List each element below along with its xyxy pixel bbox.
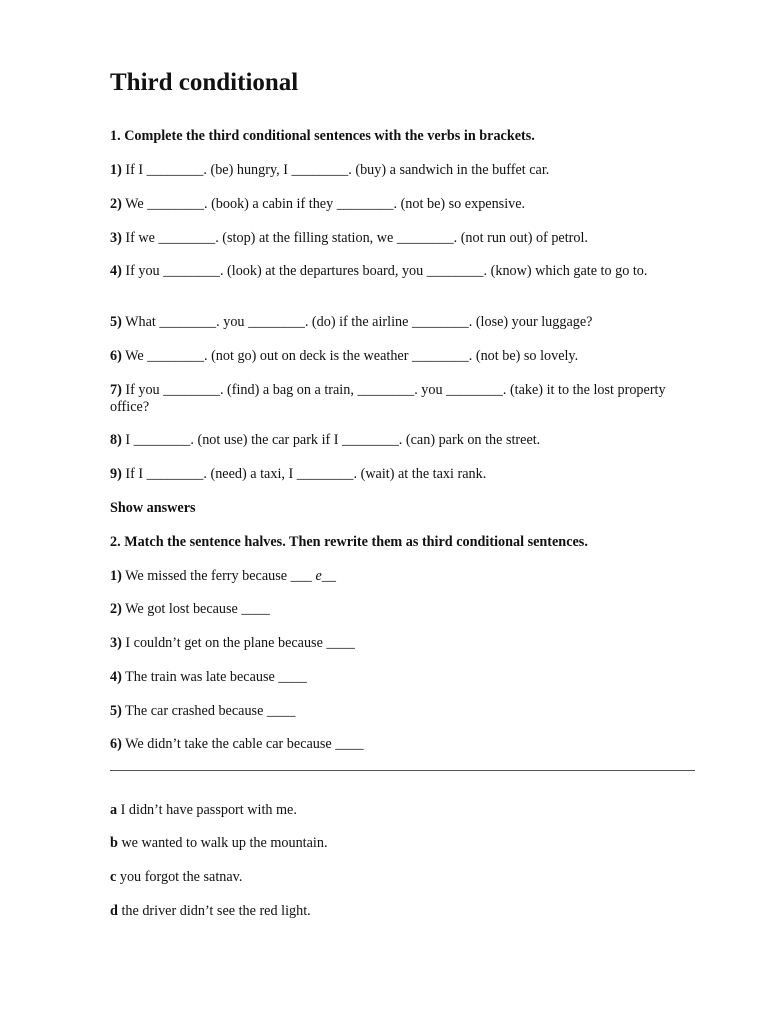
item-text: If I ________. (need) a taxi, I ________. (wait) at the taxi rank.	[125, 466, 487, 482]
page-title: Third conditional	[110, 69, 299, 96]
option-text: the driver didn’t see the red light.	[121, 903, 311, 919]
item-text: We ________. (not go) out on deck is the weather ________. (not be) so lovely.	[125, 348, 579, 364]
exercise-2-heading: 2. Match the sentence halves. Then rewrite them as third conditional sentences.	[110, 534, 588, 550]
exercise-1-item	[110, 382, 695, 416]
item-number: 3)	[110, 635, 122, 651]
exercise-1-item	[110, 230, 695, 247]
exercise-2-item	[110, 601, 695, 618]
exercise-1-item	[110, 348, 695, 365]
exercise-1-heading: 1. Complete the third conditional sentences with the verbs in brackets.	[110, 128, 535, 144]
item-text: If you ________. (look) at the departures board, you ________. (know) which gate to go to.	[125, 263, 648, 279]
exercise-2-item	[110, 669, 695, 686]
item-text: The car crashed because ____	[125, 703, 296, 719]
item-number: 6)	[110, 736, 122, 752]
example-answer: e	[315, 568, 322, 584]
item-number: 8)	[110, 432, 122, 448]
option-letter: a	[110, 802, 118, 818]
item-text: We got lost because ____	[125, 601, 270, 617]
item-number: 4)	[110, 669, 122, 685]
match-option	[110, 903, 695, 920]
item-number: 2)	[110, 196, 122, 212]
divider	[110, 770, 695, 771]
exercise-1-item	[110, 196, 695, 213]
item-text: If you ________. (find) a bag on a train, ________. you ________. (take) it to the lost property office?	[110, 382, 666, 415]
item-text: If I ________. (be) hungry, I ________. (buy) a sandwich in the buffet car.	[125, 162, 550, 178]
item-number: 5)	[110, 703, 122, 719]
match-option	[110, 869, 695, 886]
exercise-1-item	[110, 162, 695, 179]
item-number: 1)	[110, 568, 122, 584]
match-option	[110, 802, 695, 819]
match-option	[110, 835, 695, 852]
item-text: I couldn’t get on the plane because ____	[125, 635, 355, 651]
item-text: I ________. (not use) the car park if I ________. (can) park on the street.	[125, 432, 541, 448]
exercise-1-item	[110, 432, 695, 449]
item-number: 5)	[110, 314, 122, 330]
item-number: 9)	[110, 466, 122, 482]
answer-blank: __	[321, 568, 336, 584]
exercise-1-item	[110, 314, 695, 331]
option-letter: c	[110, 869, 117, 885]
item-text: If we ________. (stop) at the filling station, we ________. (not run out) of petrol.	[125, 230, 588, 246]
item-number: 7)	[110, 382, 122, 398]
option-letter: b	[110, 835, 118, 851]
exercise-2-item	[110, 736, 695, 753]
item-number: 6)	[110, 348, 122, 364]
exercise-2-item	[110, 568, 695, 585]
item-text: What ________. you ________. (do) if the airline ________. (lose) your luggage?	[125, 314, 593, 330]
item-number: 1)	[110, 162, 122, 178]
item-number: 3)	[110, 230, 122, 246]
item-text: We ________. (book) a cabin if they ________. (not be) so expensive.	[125, 196, 526, 212]
item-number: 4)	[110, 263, 122, 279]
item-text: We missed the ferry because ___	[125, 568, 316, 584]
exercise-1-item	[110, 263, 695, 280]
exercise-1-item	[110, 466, 695, 483]
exercise-2-item	[110, 703, 695, 720]
exercise-2-item	[110, 635, 695, 652]
show-answers-link[interactable]: Show answers	[110, 500, 196, 516]
item-number: 2)	[110, 601, 122, 617]
option-text: we wanted to walk up the mountain.	[121, 835, 328, 851]
option-text: you forgot the satnav.	[119, 869, 243, 885]
option-text: I didn’t have passport with me.	[120, 802, 297, 818]
item-text: We didn’t take the cable car because ____	[125, 736, 364, 752]
option-letter: d	[110, 903, 118, 919]
item-text: The train was late because ____	[125, 669, 307, 685]
